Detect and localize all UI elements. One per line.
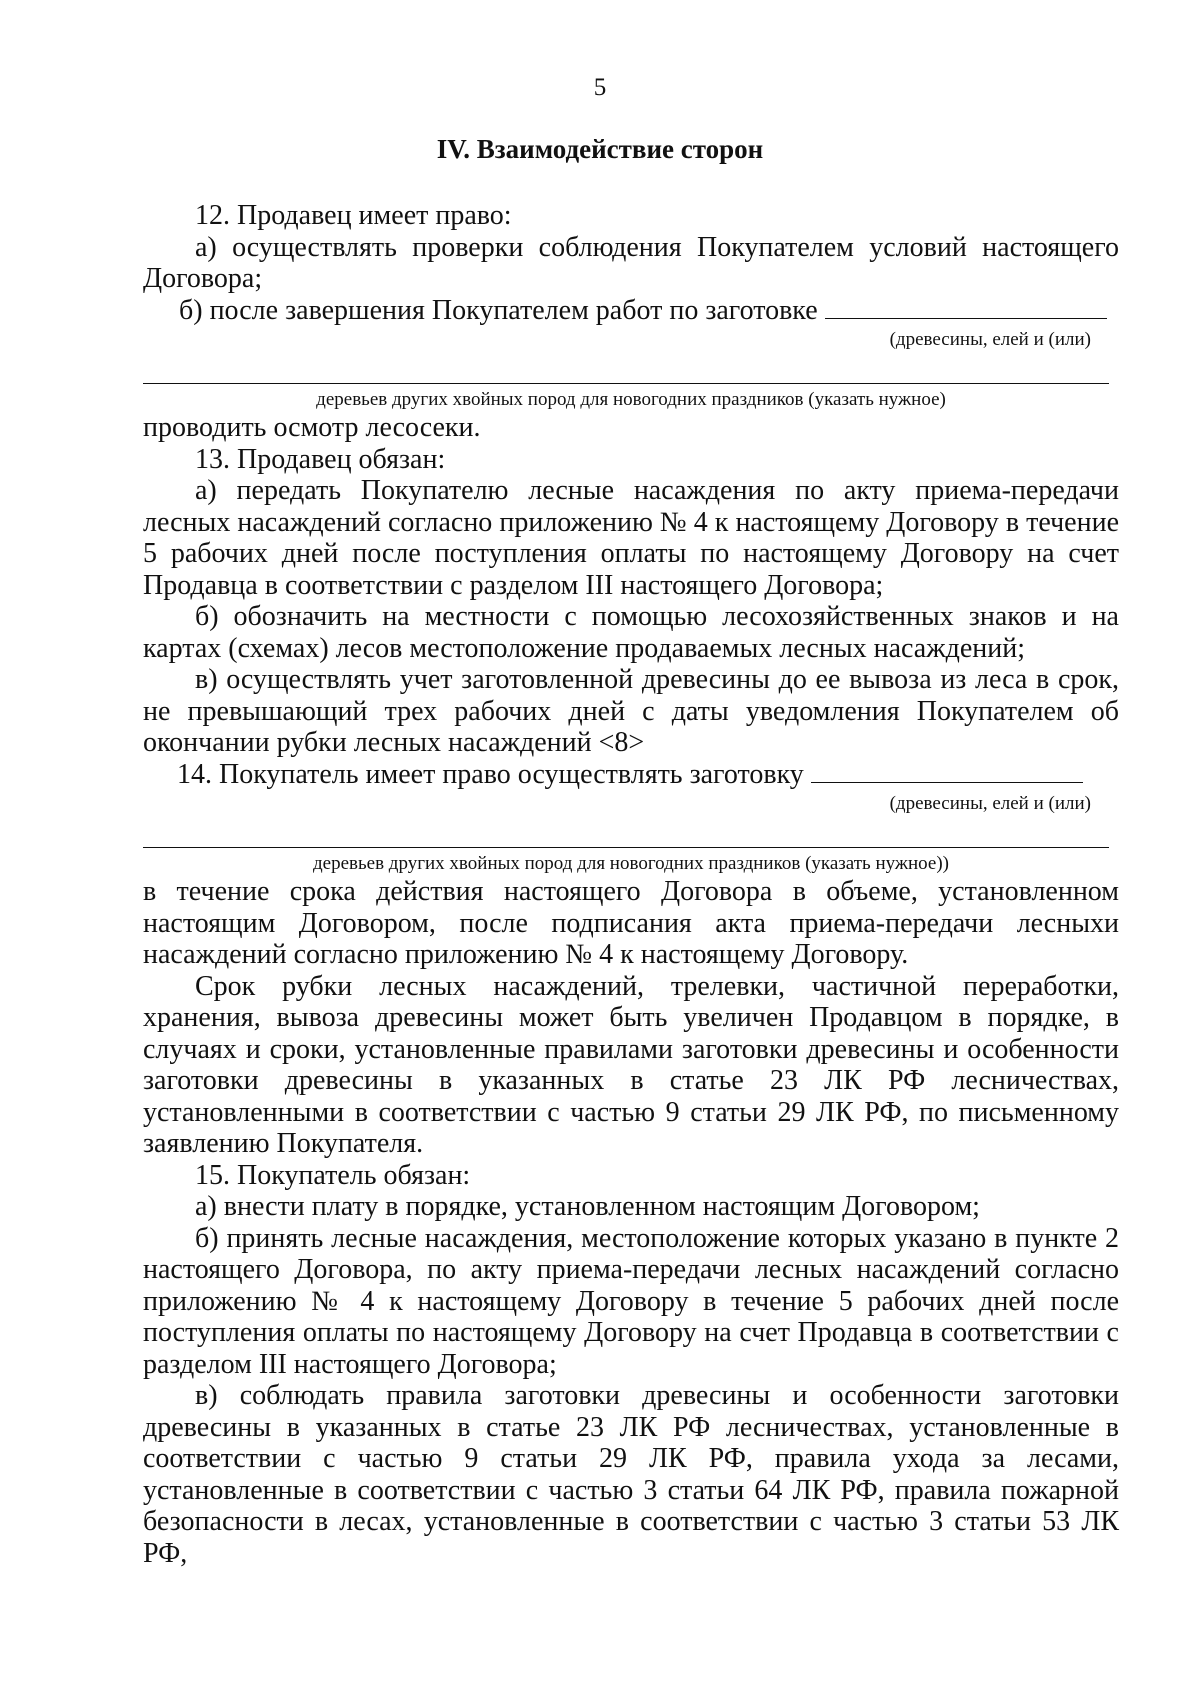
section-title: IV. Взаимодействие сторон (436, 134, 764, 164)
clause-12-b-hint-1: (древесины, елей и (или) (889, 329, 1091, 350)
clause-12-intro: 12. Продавец имеет право: (195, 200, 512, 231)
clause-15-c: в) соблюдать правила заготовки древесины и особенности заготовки древесины в указанных в статье 23 ЛК РФ лесничествах, установленные в соответствии с частью 9 статьи 29 ЛК РФ, правила ухода за лесами, установленные в соответствии с частью 3 статьи 64 ЛК РФ, правила пожарной безопасности в лесах, установленные в соответствии с частью 3 статьи 53 ЛК РФ, (143, 1380, 1119, 1569)
blank-line (143, 846, 1109, 848)
clause-15-a: а) внести плату в порядке, установленном настоящим Договором; (195, 1191, 980, 1222)
document-body (143, 200, 1119, 1569)
clause-12-b-hint-2: деревьев других хвойных пород для новогодних праздников (указать нужное) (316, 389, 946, 410)
clause-14-hint-1: (древесины, елей и (или) (889, 793, 1091, 814)
clause-12-b-text: б) после завершения Покупателем работ по заготовке (179, 294, 818, 326)
clause-14-tail: в течение срока действия настоящего Договора в объеме, установленном настоящим Договором, после подписания акта приема-передачи лесныхи насаждений согласно приложению № 4 к настоящему Договору. (143, 876, 1119, 970)
page-number: 5 (593, 74, 607, 101)
clause-14-intro-text: 14. Покупатель имеет право осуществлять заготовку (177, 758, 804, 790)
clause-14-term: Срок рубки лесных насаждений, трелевки, частичной переработки, хранения, вывоза древесины может быть увеличен Продавцом в порядке, в случаях и сроки, установленные правилами заготовки древесины и особенности заготовки древесины в указанных в статье 23 ЛК РФ лесничествах, установленными в соответствии с частью 9 статьи 29 ЛК РФ, по письменному заявлению Покупателя. (143, 970, 1119, 1159)
clause-14-hint-2: деревьев других хвойных пород для новогодних праздников (указать нужное)) (312, 853, 949, 874)
clause-15-intro: 15. Покупатель обязан: (195, 1159, 471, 1191)
fill-line (825, 317, 1107, 319)
fill-line (811, 781, 1083, 783)
clause-14-intro (143, 759, 1119, 791)
clause-15-b: б) принять лесные насаждения, местоположение которых указано в пункте 2 настоящего Договора, по акту приема-передачи лесных насаждений согласно приложению № 4 к настоящему Договору в течение 5 рабочих дней после поступления оплаты по настоящему Договору на счет Продавца в соответствии с разделом III настоящего Договора; (143, 1222, 1119, 1380)
clause-12-a: а) осуществлять проверки соблюдения Покупателем условий настоящего Договора; (143, 231, 1119, 294)
clause-12-b-tail: проводить осмотр лесосеки. (143, 412, 481, 443)
blank-line (143, 382, 1109, 384)
clause-13-a: а) передать Покупателю лесные насаждения по акту приема-передачи лесных насаждений согласно приложению № 4 к настоящему Договору в течение 5 рабочих дней после поступления оплаты по настоящему Договору на счет Продавца в соответствии с разделом III настоящего Договора; (143, 475, 1119, 601)
clause-13-b: б) обозначить на местности с помощью лесохозяйственных знаков и на картах (схемах) лесов местоположение продаваемых лесных насаждений; (143, 601, 1119, 664)
clause-13-c: в) осуществлять учет заготовленной древесины до ее вывоза из леса в срок, не превышающий трех рабочих дней с даты уведомления Покупателем об окончании рубки лесных насаждений <8> (143, 664, 1119, 758)
clause-12-b (143, 295, 1119, 327)
clause-13-intro: 13. Продавец обязан: (195, 443, 446, 475)
